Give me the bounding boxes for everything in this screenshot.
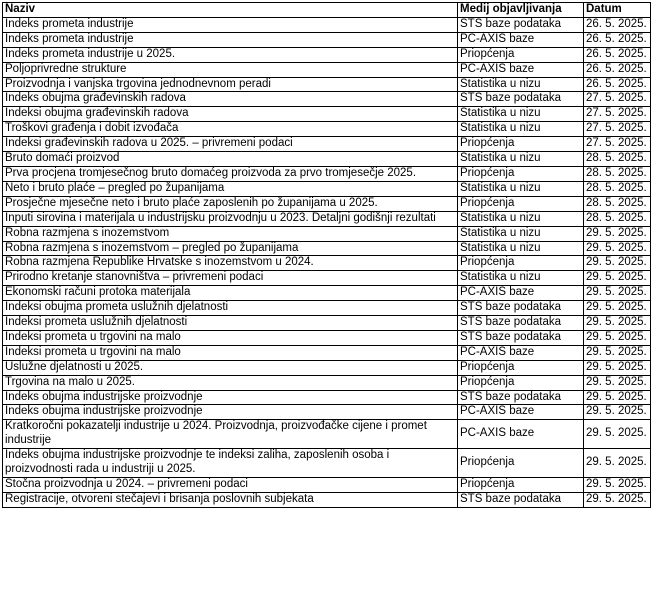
row-medium-cell: Statistika u nizu xyxy=(458,122,584,137)
row-medium-cell: Statistika u nizu xyxy=(458,241,584,256)
row-medium-cell: STS baze podataka xyxy=(458,17,584,32)
table-row xyxy=(3,152,651,167)
row-name-cell: Kratkoročni pokazatelji industrije u 2024. Proizvodnja, proizvođačke cijene i promet industrije xyxy=(3,420,458,449)
row-date-cell: 26. 5. 2025. xyxy=(584,32,651,47)
row-name-cell: Ekonomski računi protoka materijala xyxy=(3,286,458,301)
row-date-cell: 29. 5. 2025. xyxy=(584,301,651,316)
row-date-cell: 28. 5. 2025. xyxy=(584,166,651,181)
row-medium-cell: Statistika u nizu xyxy=(458,271,584,286)
row-name-cell: Indeksi prometa uslužnih djelatnosti xyxy=(3,316,458,331)
row-date-cell: 29. 5. 2025. xyxy=(584,345,651,360)
table-row xyxy=(3,390,651,405)
table-row xyxy=(3,226,651,241)
row-medium-cell: STS baze podataka xyxy=(458,492,584,507)
row-medium-cell: STS baze podataka xyxy=(458,390,584,405)
row-medium-cell: Statistika u nizu xyxy=(458,152,584,167)
row-name-cell: Neto i bruto plaće – pregled po županijama xyxy=(3,181,458,196)
row-medium-cell: PC-AXIS baze xyxy=(458,345,584,360)
row-name-cell: Indeksi obujma građevinskih radova xyxy=(3,107,458,122)
row-date-cell: 29. 5. 2025. xyxy=(584,241,651,256)
row-date-cell: 29. 5. 2025. xyxy=(584,492,651,507)
table-row xyxy=(3,211,651,226)
row-name-cell: Indeksi prometa u trgovini na malo xyxy=(3,330,458,345)
row-date-cell: 29. 5. 2025. xyxy=(584,375,651,390)
table-row xyxy=(3,301,651,316)
row-medium-cell: STS baze podataka xyxy=(458,301,584,316)
row-name-cell: Indeksi obujma prometa uslužnih djelatnosti xyxy=(3,301,458,316)
table-row xyxy=(3,271,651,286)
row-medium-cell: Statistika u nizu xyxy=(458,211,584,226)
table-row xyxy=(3,122,651,137)
publication-schedule-table xyxy=(2,2,651,508)
row-medium-cell: Priopćenja xyxy=(458,360,584,375)
row-name-cell: Indeks prometa industrije u 2025. xyxy=(3,47,458,62)
row-date-cell: 29. 5. 2025. xyxy=(584,449,651,478)
row-medium-cell: Priopćenja xyxy=(458,166,584,181)
table-row xyxy=(3,196,651,211)
table-row xyxy=(3,405,651,420)
row-name-cell: Robna razmjena s inozemstvom – pregled po županijama xyxy=(3,241,458,256)
row-medium-cell: Statistika u nizu xyxy=(458,107,584,122)
table-row xyxy=(3,375,651,390)
table-row xyxy=(3,492,651,507)
column-header-name: Naziv xyxy=(3,3,458,18)
row-date-cell: 28. 5. 2025. xyxy=(584,181,651,196)
row-medium-cell: Priopćenja xyxy=(458,375,584,390)
row-name-cell: Indeks prometa industrije xyxy=(3,17,458,32)
table-row xyxy=(3,92,651,107)
row-medium-cell: Priopćenja xyxy=(458,478,584,493)
table-row xyxy=(3,420,651,449)
row-date-cell: 29. 5. 2025. xyxy=(584,390,651,405)
row-medium-cell: PC-AXIS baze xyxy=(458,62,584,77)
table-row xyxy=(3,137,651,152)
row-medium-cell: STS baze podataka xyxy=(458,92,584,107)
row-date-cell: 27. 5. 2025. xyxy=(584,92,651,107)
row-medium-cell: STS baze podataka xyxy=(458,316,584,331)
row-name-cell: Proizvodnja i vanjska trgovina jednodnevnom peradi xyxy=(3,77,458,92)
column-header-date: Datum xyxy=(584,3,651,18)
row-name-cell: Prva procjena tromjesečnog bruto domaćeg proizvoda za prvo tromjesečje 2025. xyxy=(3,166,458,181)
row-medium-cell: Priopćenja xyxy=(458,196,584,211)
row-date-cell: 26. 5. 2025. xyxy=(584,62,651,77)
row-date-cell: 28. 5. 2025. xyxy=(584,152,651,167)
row-date-cell: 29. 5. 2025. xyxy=(584,256,651,271)
row-name-cell: Prirodno kretanje stanovništva – privremeni podaci xyxy=(3,271,458,286)
row-date-cell: 29. 5. 2025. xyxy=(584,478,651,493)
row-name-cell: Bruto domaći proizvod xyxy=(3,152,458,167)
row-name-cell: Uslužne djelatnosti u 2025. xyxy=(3,360,458,375)
table-row xyxy=(3,360,651,375)
row-name-cell: Indeks obujma industrijske proizvodnje te indeksi zaliha, zaposlenih osoba i proizvodnosti rada u industriji u 2025. xyxy=(3,449,458,478)
row-name-cell: Troškovi građenja i dobit izvođača xyxy=(3,122,458,137)
table-row xyxy=(3,62,651,77)
row-name-cell: Stočna proizvodnja u 2024. – privremeni podaci xyxy=(3,478,458,493)
table-row xyxy=(3,107,651,122)
row-medium-cell: PC-AXIS baze xyxy=(458,405,584,420)
table-row xyxy=(3,32,651,47)
row-name-cell: Indeks obujma industrijske proizvodnje xyxy=(3,390,458,405)
row-date-cell: 27. 5. 2025. xyxy=(584,107,651,122)
row-medium-cell: Priopćenja xyxy=(458,256,584,271)
row-date-cell: 29. 5. 2025. xyxy=(584,316,651,331)
table-row xyxy=(3,77,651,92)
row-name-cell: Prosječne mjesečne neto i bruto plaće zaposlenih po županijama u 2025. xyxy=(3,196,458,211)
row-name-cell: Indeks prometa industrije xyxy=(3,32,458,47)
row-medium-cell: PC-AXIS baze xyxy=(458,32,584,47)
row-name-cell: Poljoprivredne strukture xyxy=(3,62,458,77)
table-row xyxy=(3,17,651,32)
row-name-cell: Inputi sirovina i materijala u industrijsku proizvodnju u 2023. Detaljni godišnji rezultati xyxy=(3,211,458,226)
row-name-cell: Indeks obujma građevinskih radova xyxy=(3,92,458,107)
row-date-cell: 29. 5. 2025. xyxy=(584,226,651,241)
row-date-cell: 27. 5. 2025. xyxy=(584,137,651,152)
row-date-cell: 26. 5. 2025. xyxy=(584,17,651,32)
table-row xyxy=(3,316,651,331)
row-medium-cell: PC-AXIS baze xyxy=(458,286,584,301)
table-row xyxy=(3,449,651,478)
row-date-cell: 28. 5. 2025. xyxy=(584,196,651,211)
table-row xyxy=(3,241,651,256)
row-name-cell: Robna razmjena s inozemstvom xyxy=(3,226,458,241)
table-header-row xyxy=(3,3,651,18)
row-medium-cell: Statistika u nizu xyxy=(458,77,584,92)
row-name-cell: Registracije, otvoreni stečajevi i brisanja poslovnih subjekata xyxy=(3,492,458,507)
table-row xyxy=(3,166,651,181)
row-date-cell: 29. 5. 2025. xyxy=(584,271,651,286)
table-row xyxy=(3,47,651,62)
row-medium-cell: Statistika u nizu xyxy=(458,181,584,196)
row-medium-cell: Priopćenja xyxy=(458,137,584,152)
row-date-cell: 29. 5. 2025. xyxy=(584,360,651,375)
row-name-cell: Indeks obujma industrijske proizvodnje xyxy=(3,405,458,420)
row-medium-cell: Priopćenja xyxy=(458,47,584,62)
row-date-cell: 29. 5. 2025. xyxy=(584,405,651,420)
table-row xyxy=(3,256,651,271)
row-date-cell: 29. 5. 2025. xyxy=(584,330,651,345)
table-row xyxy=(3,330,651,345)
row-name-cell: Indeksi prometa u trgovini na malo xyxy=(3,345,458,360)
row-medium-cell: Statistika u nizu xyxy=(458,226,584,241)
column-header-medium: Medij objavljivanja xyxy=(458,3,584,18)
row-date-cell: 27. 5. 2025. xyxy=(584,122,651,137)
table-row xyxy=(3,345,651,360)
row-name-cell: Indeksi građevinskih radova u 2025. – privremeni podaci xyxy=(3,137,458,152)
row-date-cell: 26. 5. 2025. xyxy=(584,47,651,62)
table-row xyxy=(3,478,651,493)
row-date-cell: 29. 5. 2025. xyxy=(584,420,651,449)
row-date-cell: 29. 5. 2025. xyxy=(584,286,651,301)
row-name-cell: Trgovina na malo u 2025. xyxy=(3,375,458,390)
row-medium-cell: PC-AXIS baze xyxy=(458,420,584,449)
table-row xyxy=(3,286,651,301)
row-medium-cell: Priopćenja xyxy=(458,449,584,478)
row-medium-cell: STS baze podataka xyxy=(458,330,584,345)
table-row xyxy=(3,181,651,196)
row-date-cell: 26. 5. 2025. xyxy=(584,77,651,92)
row-date-cell: 28. 5. 2025. xyxy=(584,211,651,226)
row-name-cell: Robna razmjena Republike Hrvatske s inozemstvom u 2024. xyxy=(3,256,458,271)
